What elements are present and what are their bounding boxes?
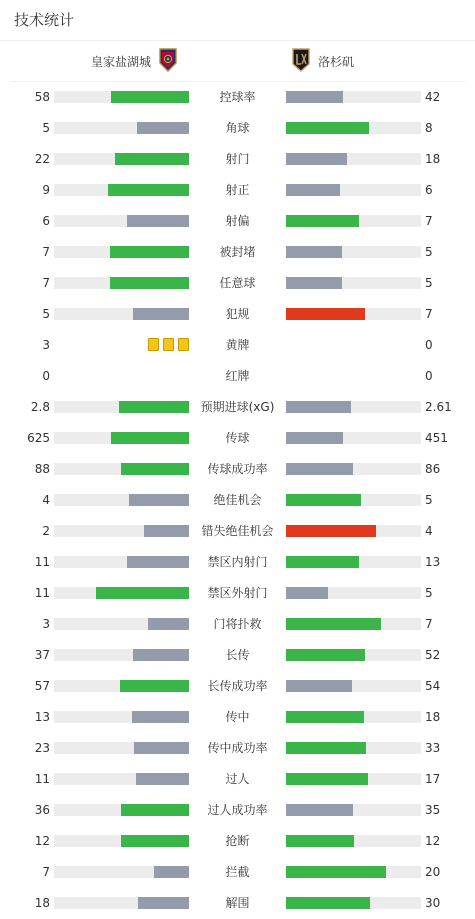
away-stat-bar [286,494,421,506]
home-stat-bar [54,587,189,599]
home-stat-bar-fill [144,525,189,537]
away-stat-bar-fill [286,215,359,227]
home-stat-bar [54,835,189,847]
home-stat-bar-fill [129,494,189,506]
home-stat-bar [54,866,189,878]
stats-list [0,82,475,919]
stat-row [0,733,475,764]
home-stat-value: 57 [34,679,50,693]
stat-row [0,268,475,299]
stat-row [0,175,475,206]
away-stat-bar-fill [286,649,365,661]
home-stat-bar [54,215,189,227]
away-stat-bar [286,649,421,661]
home-stat-value: 58 [34,90,50,104]
stat-row [0,423,475,454]
home-stat-value: 36 [34,803,50,817]
stat-label: 错失绝佳机会 [201,524,274,538]
away-stat-value: 6 [425,183,433,197]
home-stat-value: 12 [34,834,50,848]
stat-label: 过人 [225,772,250,786]
home-stat-bar-fill [119,401,189,413]
page-title: 技术统计 [14,11,75,29]
home-stat-bar [54,184,189,196]
away-stat-value: 5 [425,245,433,259]
yellow-card-icon [148,338,159,351]
away-stat-bar-fill [286,525,376,537]
home-stat-value: 11 [34,586,50,600]
home-stat-bar-fill [96,587,189,599]
home-team-name: 皇家盐湖城 [90,54,151,69]
home-stat-value: 7 [42,865,50,879]
away-stat-bar [286,618,421,630]
away-stat-value: 12 [425,834,441,848]
lafc-crest-icon [292,48,310,75]
away-stat-bar-fill [286,866,386,878]
home-stat-bar [54,463,189,475]
away-stat-value: 54 [425,679,441,693]
stat-row [0,206,475,237]
away-stat-bar [286,897,421,909]
away-stat-bar [286,246,421,258]
home-stat-value: 11 [34,772,50,786]
away-stat-value: 18 [425,710,441,724]
home-stat-value: 37 [34,648,50,662]
home-stat-bar [54,277,189,289]
away-stat-bar [286,525,421,537]
home-stat-value: 22 [34,152,50,166]
stat-label: 任意球 [219,276,256,290]
home-stat-value: 7 [42,276,50,290]
away-stat-bar-fill [286,587,328,599]
away-stat-value: 7 [425,214,433,228]
home-stat-bar [54,122,189,134]
stat-label: 传中 [225,710,250,724]
stat-label: 角球 [225,121,250,135]
stat-label: 禁区内射门 [207,555,268,569]
home-stat-bar-fill [111,91,189,103]
away-stat-bar-fill [286,494,361,506]
away-stat-value: 7 [425,307,433,321]
home-stat-value: 0 [42,369,50,383]
away-stat-bar-fill [286,184,340,196]
away-stat-value: 4 [425,524,433,538]
away-stat-value: 7 [425,617,433,631]
home-stat-value: 5 [42,307,50,321]
home-team[interactable] [91,48,177,74]
stat-label: 门将扑救 [213,617,262,631]
home-stat-value: 9 [42,183,50,197]
home-stat-bar-fill [133,649,189,661]
teams-header [10,48,465,80]
stat-label: 抢断 [225,834,250,848]
home-stat-bar-fill [121,463,189,475]
away-stat-value: 5 [425,493,433,507]
stat-row [0,82,475,113]
home-yellow-cards [148,338,189,351]
stat-row [0,237,475,268]
away-team[interactable] [292,48,354,74]
stat-row [0,144,475,175]
stat-row [0,764,475,795]
away-stat-bar [286,184,421,196]
away-stat-value: 2.61 [425,400,452,414]
stat-label: 射偏 [225,214,250,228]
away-stat-bar-fill [286,773,368,785]
away-stat-bar-fill [286,742,366,754]
away-stat-bar-fill [286,153,347,165]
away-stat-value: 0 [425,338,433,352]
home-stat-value: 5 [42,121,50,135]
stat-label: 解围 [225,896,250,910]
stat-row [0,857,475,888]
away-stat-bar [286,277,421,289]
away-stat-value: 33 [425,741,441,755]
stat-label: 预期进球(xG) [200,400,275,414]
home-stat-bar [54,773,189,785]
away-stat-bar [286,153,421,165]
home-stat-value: 2.8 [30,400,50,414]
away-stat-value: 17 [425,772,441,786]
stat-row [0,516,475,547]
home-stat-bar [54,742,189,754]
stat-label: 被封堵 [219,245,256,259]
home-stat-bar [54,680,189,692]
home-stat-bar [54,711,189,723]
home-stat-bar [54,897,189,909]
stat-label: 过人成功率 [207,803,268,817]
stat-row [0,392,475,423]
stat-row [0,578,475,609]
away-stat-bar-fill [286,463,353,475]
stat-label: 射门 [225,152,250,166]
away-stat-bar-fill [286,835,354,847]
away-stat-bar-fill [286,556,359,568]
away-stat-bar [286,711,421,723]
stat-row [0,671,475,702]
stat-row [0,609,475,640]
away-stat-value: 0 [425,369,433,383]
stat-row [0,299,475,330]
away-stat-bar [286,122,421,134]
home-stat-bar-fill [108,184,189,196]
away-stat-bar-fill [286,680,352,692]
home-stat-bar-fill [132,711,189,723]
away-stat-bar [286,556,421,568]
stat-label: 传球 [225,431,250,445]
away-stat-bar-fill [286,246,342,258]
home-stat-value: 6 [42,214,50,228]
stat-row [0,826,475,857]
stat-label: 拦截 [225,865,250,879]
home-stat-value: 2 [42,524,50,538]
home-stat-bar [54,494,189,506]
away-stat-bar [286,215,421,227]
stat-row [0,547,475,578]
home-stat-bar [54,432,189,444]
away-stat-bar [286,587,421,599]
home-stat-bar-fill [148,618,189,630]
away-stat-value: 451 [425,431,448,445]
home-stat-bar [54,153,189,165]
home-stat-bar [54,246,189,258]
away-stat-value: 35 [425,803,441,817]
home-stat-value: 88 [34,462,50,476]
away-stat-bar-fill [286,91,343,103]
stat-label: 红牌 [225,369,250,383]
home-stat-bar-fill [111,432,189,444]
away-stat-bar-fill [286,711,364,723]
away-stat-bar-fill [286,277,342,289]
away-stat-bar [286,463,421,475]
away-stat-bar [286,742,421,754]
home-stat-bar-fill [121,804,189,816]
home-stat-bar-fill [154,866,189,878]
home-stat-bar-fill [134,742,189,754]
home-stat-bar-fill [110,246,189,258]
stat-row [0,330,475,361]
away-stat-value: 30 [425,896,441,910]
away-stat-bar-fill [286,804,353,816]
away-stat-bar [286,401,421,413]
home-stat-bar-fill [127,215,189,227]
home-stat-bar-fill [133,308,189,320]
home-stat-value: 23 [34,741,50,755]
stat-label: 传中成功率 [207,741,268,755]
home-stat-value: 625 [27,431,50,445]
home-stat-value: 11 [34,555,50,569]
away-stat-bar [286,804,421,816]
home-stat-bar [54,649,189,661]
away-stat-bar-fill [286,308,365,320]
away-stat-bar [286,308,421,320]
home-stat-bar [54,804,189,816]
home-stat-bar-fill [136,773,189,785]
away-stat-bar-fill [286,122,369,134]
away-stat-value: 5 [425,586,433,600]
away-stat-bar [286,773,421,785]
away-stat-bar [286,680,421,692]
home-stat-bar-fill [138,897,189,909]
home-stat-value: 3 [42,338,50,352]
away-stat-value: 18 [425,152,441,166]
home-stat-bar [54,401,189,413]
away-stat-value: 5 [425,276,433,290]
home-stat-bar [54,618,189,630]
stat-row [0,361,475,392]
stat-label: 射正 [225,183,250,197]
stat-row [0,485,475,516]
stat-label: 传球成功率 [207,462,268,476]
stat-row [0,640,475,671]
home-stat-bar [54,556,189,568]
away-stat-value: 20 [425,865,441,879]
home-stat-value: 4 [42,493,50,507]
yellow-card-icon [178,338,189,351]
away-stat-value: 52 [425,648,441,662]
yellow-card-icon [163,338,174,351]
home-stat-bar-fill [110,277,189,289]
home-stat-value: 13 [34,710,50,724]
header-divider [0,40,475,41]
home-stat-bar-fill [120,680,189,692]
home-stat-bar [54,91,189,103]
away-stat-bar [286,432,421,444]
stat-row [0,888,475,919]
stat-label: 控球率 [219,90,256,104]
away-stat-bar-fill [286,401,351,413]
stat-row [0,113,475,144]
away-stat-bar-fill [286,618,381,630]
away-stat-value: 86 [425,462,441,476]
stat-label: 禁区外射门 [207,586,268,600]
away-stat-bar [286,866,421,878]
home-stat-bar [54,525,189,537]
home-stat-value: 18 [34,896,50,910]
home-stat-bar-fill [115,153,189,165]
stat-row [0,702,475,733]
home-stat-bar-fill [121,835,189,847]
home-stat-bar [54,308,189,320]
away-stat-bar [286,835,421,847]
stat-label: 长传 [225,648,250,662]
stat-row [0,795,475,826]
away-stat-bar-fill [286,897,370,909]
home-stat-value: 3 [42,617,50,631]
home-stat-bar-fill [127,556,189,568]
away-stat-value: 42 [425,90,441,104]
away-stat-bar-fill [286,432,343,444]
away-stat-bar [286,91,421,103]
away-stat-value: 13 [425,555,441,569]
stat-label: 犯规 [225,307,250,321]
stat-row [0,454,475,485]
stat-label: 绝佳机会 [213,493,262,507]
stat-label: 黄牌 [225,338,250,352]
away-stat-value: 8 [425,121,433,135]
home-stat-bar-fill [137,122,189,134]
stat-label: 长传成功率 [207,679,268,693]
home-stat-value: 7 [42,245,50,259]
away-team-name: 洛杉矶 [318,54,355,69]
real-salt-lake-crest-icon [159,48,177,75]
